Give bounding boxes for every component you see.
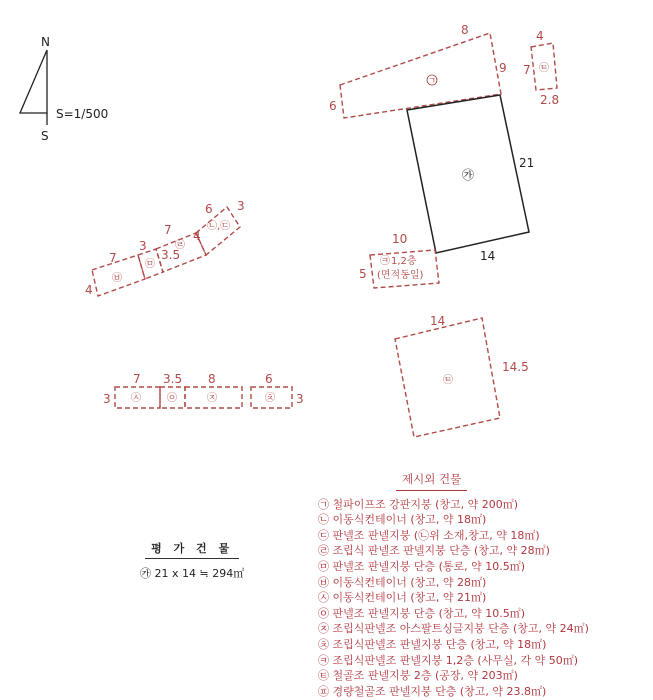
dim: 7 bbox=[109, 251, 117, 265]
dim: 3 bbox=[103, 392, 111, 406]
legend-item: ㉢ 판넬조 판넬지붕 (㉡위 소재,창고, 약 18㎡) bbox=[318, 528, 540, 542]
dim: 8 bbox=[208, 372, 216, 386]
dim: 6 bbox=[265, 372, 273, 386]
dim: 9 bbox=[499, 61, 507, 75]
mark: ㉦ bbox=[131, 393, 141, 404]
dim: 2.8 bbox=[540, 93, 560, 107]
mark: ㉡,㉢ bbox=[207, 221, 231, 232]
dim: 3 bbox=[237, 199, 245, 213]
legend-item: ㉡ 이동식컨테이너 (창고, 약 18㎡) bbox=[318, 513, 487, 527]
dim: 14 bbox=[480, 249, 496, 263]
legend-item: ㉧ 판넬조 판넬지붕 단층 (창고, 약 10.5㎡) bbox=[318, 606, 526, 620]
mark: ㉫ bbox=[539, 63, 549, 74]
dim: 3.5 bbox=[163, 372, 183, 386]
north-arrow bbox=[20, 35, 108, 143]
building-giyeok bbox=[329, 23, 507, 118]
row-buildings bbox=[103, 372, 304, 408]
mark: ㉧ bbox=[167, 393, 177, 404]
dim: 6 bbox=[329, 99, 337, 113]
legend-title: 제시외 건물 bbox=[396, 472, 467, 491]
dim: 3 bbox=[139, 239, 147, 253]
building-kieuk bbox=[359, 232, 439, 288]
dim: 3.5 bbox=[161, 248, 181, 262]
mark: ㉮ bbox=[462, 168, 475, 182]
dim: 4 bbox=[536, 29, 544, 43]
building-tieut bbox=[395, 314, 529, 437]
mark: ㉨ bbox=[207, 393, 217, 404]
mark: ㉠ bbox=[427, 76, 437, 87]
dim: 4 bbox=[85, 283, 93, 297]
legend bbox=[318, 472, 589, 699]
mark: ㉩ bbox=[265, 393, 275, 404]
dim: 7 bbox=[133, 372, 141, 386]
mark: ㉫ bbox=[443, 375, 453, 386]
legend-item: ㉨ 조립식판넬조 아스팔트싱글지붕 단층 (창고, 약 24㎡) bbox=[318, 622, 589, 636]
mark: ㉣ bbox=[175, 240, 185, 251]
kieuk-label2: (면적동일) bbox=[377, 270, 424, 281]
dim: 14 bbox=[430, 314, 446, 328]
legend-item: ㉥ 이동식컨테이너 (창고, 약 28㎡) bbox=[318, 575, 487, 589]
scale-label: S=1/500 bbox=[56, 107, 109, 121]
legend-item: ㉫ 철골조 판넬지붕 2층 (공장, 약 203㎡) bbox=[318, 669, 518, 683]
diagonal-buildings bbox=[85, 199, 245, 297]
legend-item: ㉠ 철파이프조 강판지붕 (창고, 약 200㎡) bbox=[318, 497, 519, 511]
evaluation-title: 평 가 건 물 bbox=[145, 540, 239, 559]
evaluated-building bbox=[140, 540, 244, 581]
dim: 8 bbox=[461, 23, 469, 37]
mark: ㉪ bbox=[380, 256, 390, 267]
dim: 5 bbox=[359, 267, 367, 281]
building-ga bbox=[407, 95, 534, 263]
dim: 7 bbox=[164, 223, 172, 237]
dim: 14.5 bbox=[502, 360, 529, 374]
mark: ㉥ bbox=[112, 273, 122, 284]
dim: 4 bbox=[193, 229, 201, 243]
evaluation-line: ㉮ 21 x 14 ≒ 294㎡ bbox=[140, 567, 245, 580]
legend-item: ㉦ 이동식컨테이너 (창고, 약 21㎡) bbox=[318, 591, 487, 605]
legend-item: ㉬ 경량철골조 판넬지붕 단층 (창고, 약 23.8㎡) bbox=[318, 684, 547, 698]
dim: 10 bbox=[392, 232, 408, 246]
legend-item: ㉤ 판넬조 판넬지붕 단층 (통로, 약 10.5㎡) bbox=[318, 559, 526, 573]
mark: ㉤ bbox=[145, 259, 155, 270]
north-label: N bbox=[41, 35, 50, 49]
legend-item: ㉪ 조립식판넬조 판넬지붕 1,2층 (사무실, 각 약 50㎡) bbox=[318, 653, 579, 667]
dim: 6 bbox=[205, 202, 213, 216]
south-label: S bbox=[41, 129, 49, 143]
kieuk-label: 1,2층 bbox=[391, 256, 417, 267]
dim: 3 bbox=[296, 392, 304, 406]
dim: 7 bbox=[523, 63, 531, 77]
building-pieup bbox=[523, 29, 559, 107]
legend-item: ㉩ 조립식판넬조 판넬지붕 단층 (창고, 약 18㎡) bbox=[318, 637, 547, 651]
legend-item: ㉣ 조립식 판넬조 판넬지붕 단층 (창고, 약 28㎡) bbox=[318, 544, 550, 558]
dim: 21 bbox=[519, 156, 535, 170]
